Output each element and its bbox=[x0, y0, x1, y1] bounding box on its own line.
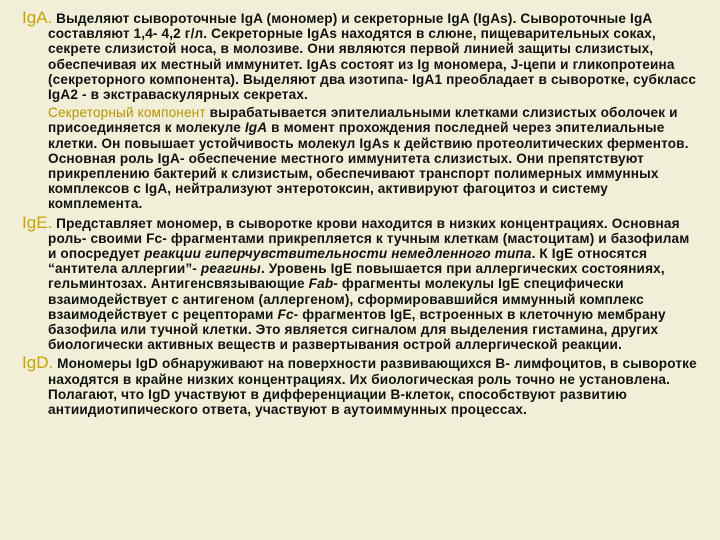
secretory-text-2: в момент прохождения последней через эпителиальные клетки. Он повышает устойчивость молекул IgAs к действию протеолитических ферментов. Основная роль IgA- обеспечение местного иммунитета слизистых. Они препятствуют прикреплению бактерий к слизистым, обеспечивают транспорт полимерных иммунных комплексов с IgA, нейтрализуют энтеротоксин, активируют фагоцитоз и систему комплемента. bbox=[48, 120, 689, 212]
ige-text-1: Представляет мономер, в сыворотке крови находится в низких концентрациях. Основная роль- своими Fc- фрагментами прикрепляется к тучным клеткам (мастоцитам) и базофилам и опосредует bbox=[48, 215, 690, 262]
iga-paragraph bbox=[22, 10, 698, 102]
ige-text-4: . Уровень IgE повышается при аллергических состояниях, гельминтозах. Антигенсвязывающие bbox=[48, 261, 665, 292]
igd-label: IgD. bbox=[22, 353, 54, 373]
secretory-component-paragraph bbox=[22, 105, 698, 211]
igd-paragraph bbox=[22, 355, 698, 417]
iga-text: Выделяют сывороточные IgA (мономер) и секреторные IgA (IgAs). Сывороточные IgA составляют 1,4- 4,2 г/л. Секреторные IgAs находятся в слюне, пищеварительных соках, секрете слизистой носа, в молозиве. Они являются первой линией защиты слизистых, обеспечивая их местный иммунитет. IgAs состоят из Ig мономера, J-цепи и гликопротеина (секреторного компонента). Выделяют два изотипа- IgA1 преобладает в сыворотке, субкласс IgA2 - в экстраваскулярных секретах. bbox=[48, 11, 697, 103]
ige-text-5: - фрагменты молекулы IgE специфически взаимодействует с антигеном (аллергеном), сформировавшийся иммунный комплекс взаимодействует с рецепторами bbox=[48, 276, 644, 322]
ige-label: IgE. bbox=[22, 212, 53, 232]
igd-text: Мономеры IgD обнаруживают на поверхности развивающихся В- лимфоцитов, в сыворотке находятся в крайне низких концентрациях. Их биологическая роль точно не установлена. Полагают, что IgD участвуют в дифференциации В-клеток, способствуют развитию антиидиотипического ответа, участвуют в аутоиммунных процессах. bbox=[48, 356, 697, 418]
iga-label: IgA. bbox=[22, 8, 53, 27]
secretory-component-label: Секреторный компонент bbox=[48, 105, 206, 121]
ige-italic-4: Fc bbox=[277, 306, 294, 322]
ige-italic-3: Fab bbox=[308, 276, 334, 292]
ige-paragraph bbox=[22, 212, 698, 353]
secretory-text-1: вырабатывается эпителиальными клетками слизистых оболочек и присоединяется к молекуле bbox=[48, 105, 678, 136]
ige-text-6: - фрагментов IgE, встроенных в клеточную мембрану базофила или тучной клетки. Это является сигналом для выделения гистамина, других биологически активных веществ и развертывания острой аллергической реакции. bbox=[48, 306, 666, 353]
ige-text-2: . К IgE относятся bbox=[531, 246, 648, 262]
ige-italic-2: реагины bbox=[200, 261, 261, 277]
secretory-italic: IgA bbox=[244, 120, 268, 136]
ige-text-3: “антитела аллергии”- bbox=[48, 261, 201, 277]
ige-italic-1: реакции гиперчувствительности немедленного типа bbox=[144, 246, 532, 262]
